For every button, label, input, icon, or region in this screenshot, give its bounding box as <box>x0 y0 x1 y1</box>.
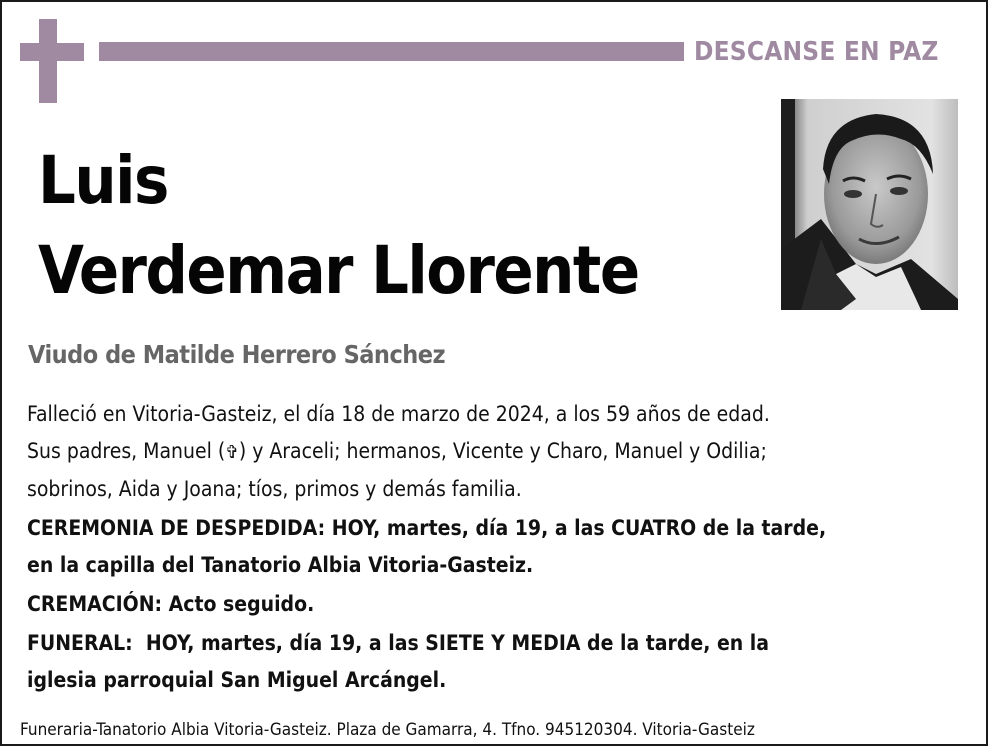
death-line: Falleció en Vitoria-Gasteiz, el día 18 de marzo de 2024, a los 59 años de edad. <box>27 402 770 426</box>
widow-subtitle: Viudo de Matilde Herrero Sánchez <box>28 340 446 369</box>
deceased-name <box>38 136 639 316</box>
family-line-3: sobrinos, Aida y Joana; tíos, primos y demás familia. <box>27 477 522 501</box>
surnames: Verdemar Llorente <box>38 232 639 309</box>
funeral-home-footer: Funeraria-Tanatorio Albia Vitoria-Gasteiz. Plaza de Gamarra, 4. Tfno. 945120304. Vitoria-Gasteiz <box>20 720 755 740</box>
cremation-line: CREMACIÓN: Acto seguido. <box>27 592 315 616</box>
funeral-line-2: iglesia parroquial San Miguel Arcángel. <box>27 668 447 692</box>
portrait-photo <box>781 99 958 310</box>
cross-symbol-icon: ✞ <box>225 442 239 463</box>
obituary-body <box>27 396 967 699</box>
ceremony-line-1: CEREMONIA DE DESPEDIDA: HOY, martes, día 19, a las CUATRO de la tarde, <box>27 516 827 540</box>
ceremony-line-2: en la capilla del Tanatorio Albia Vitoria-Gasteiz. <box>27 553 534 577</box>
header-bar <box>99 42 684 61</box>
family-text-2: ) y Araceli; hermanos, Vicente y Charo, Manuel y Odilia; <box>238 439 767 463</box>
portrait-image <box>781 99 958 310</box>
funeral-line-1: FUNERAL: HOY, martes, día 19, a las SIETE Y MEDIA de la tarde, en la <box>27 631 770 655</box>
cross-icon <box>20 19 84 103</box>
first-name: Luis <box>38 142 168 219</box>
header-label: DESCANSE EN PAZ <box>694 37 939 67</box>
family-text-1: Sus padres, Manuel ( <box>27 439 226 463</box>
family-line <box>27 433 967 471</box>
